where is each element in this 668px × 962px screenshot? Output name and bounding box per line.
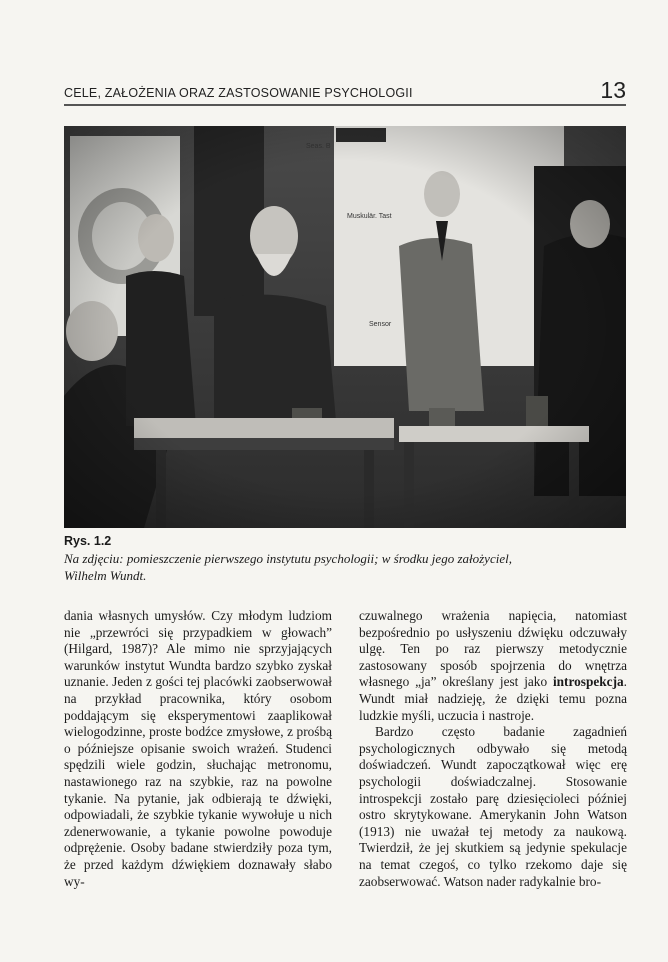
photo-illustration — [64, 126, 626, 528]
right-paragraph-1 — [359, 608, 627, 724]
text-column-left — [64, 608, 332, 890]
historical-photo — [64, 126, 626, 528]
running-title: CELE, ZAŁOŻENIA ORAZ ZASTOSOWANIE PSYCHOLOGII — [64, 86, 413, 100]
figure-caption — [64, 551, 626, 584]
caption-line-2: Wilhelm Wundt. — [64, 567, 147, 583]
figure-label: Rys. 1.2 — [64, 534, 112, 548]
term-introspekcja: introspekcja — [552, 674, 624, 690]
left-paragraph-1: dania własnych umysłów. Czy młodym ludziom nie „przewróci się przypadkiem w głowach” (Hilgard, 1987)? Ale mimo nie sprzyjających warunków instytut Wundta bardzo szybko zyskał uznanie. Jeden z gości tej placówki zaobserwował na przykład pracownika, który osobom poddającym się eksperymentowi zaaplikował wielogodzinne, proste bodźce zmysłowe, z prośbą o późniejsze opisanie swoich wrażeń. Studenci spędzili wiele godzin, słuchając metronomu, nastawionego raz na szybkie, raz na powolne tykanie. Na pytanie, jak odbierają te dźwięki, odpowiadali, że szybkie tykanie wywołuje u nich zdenerwowanie, a tykanie powolne powoduje odprężenie. Osoby badane stwierdziły poza tym, że przed każdym dźwiękiem doznawały słabo wy- — [64, 608, 332, 889]
text-column-right — [359, 608, 627, 890]
caption-line-1: Na zdjęciu: pomieszczenie pierwszego instytutu psychologii; w środku jego założyciel, — [64, 551, 512, 566]
page-header — [64, 76, 626, 106]
page-number: 13 — [600, 77, 626, 103]
right-paragraph-1-end: . Wundt miał nadzieję, że dzięki temu pozna ludzkie myśli, uczucia i nastroje. — [359, 674, 627, 723]
right-paragraph-2: Bardzo często badanie zagadnień psychologicznych odbywało się metodą doświadczeń. Wundt zapoczątkował więc erę psychologii doświadczalnej. Stosowanie introspekcji zostało parę dziesięcioleci później ostro skrytykowane. Amerykanin John Watson (1913) nie uważał tej metody za naukową. Twierdził, że jej skutkiem są jedynie spekulacje na temat czegoś, co tylko rzekomo daje się zaobserwować. Watson nader radykalnie bro- — [359, 724, 627, 889]
right-paragraph-1-start: czuwalnego wrażenia napięcia, natomiast bezpośrednio po usłyszeniu dźwięku odczuwały ulgę. Ten po raz pierwszy metodycznie zastosowany sposób spojrzenia do wnętrza własnego „ja” określany jest jako — [359, 608, 627, 690]
header-rule — [64, 104, 626, 106]
